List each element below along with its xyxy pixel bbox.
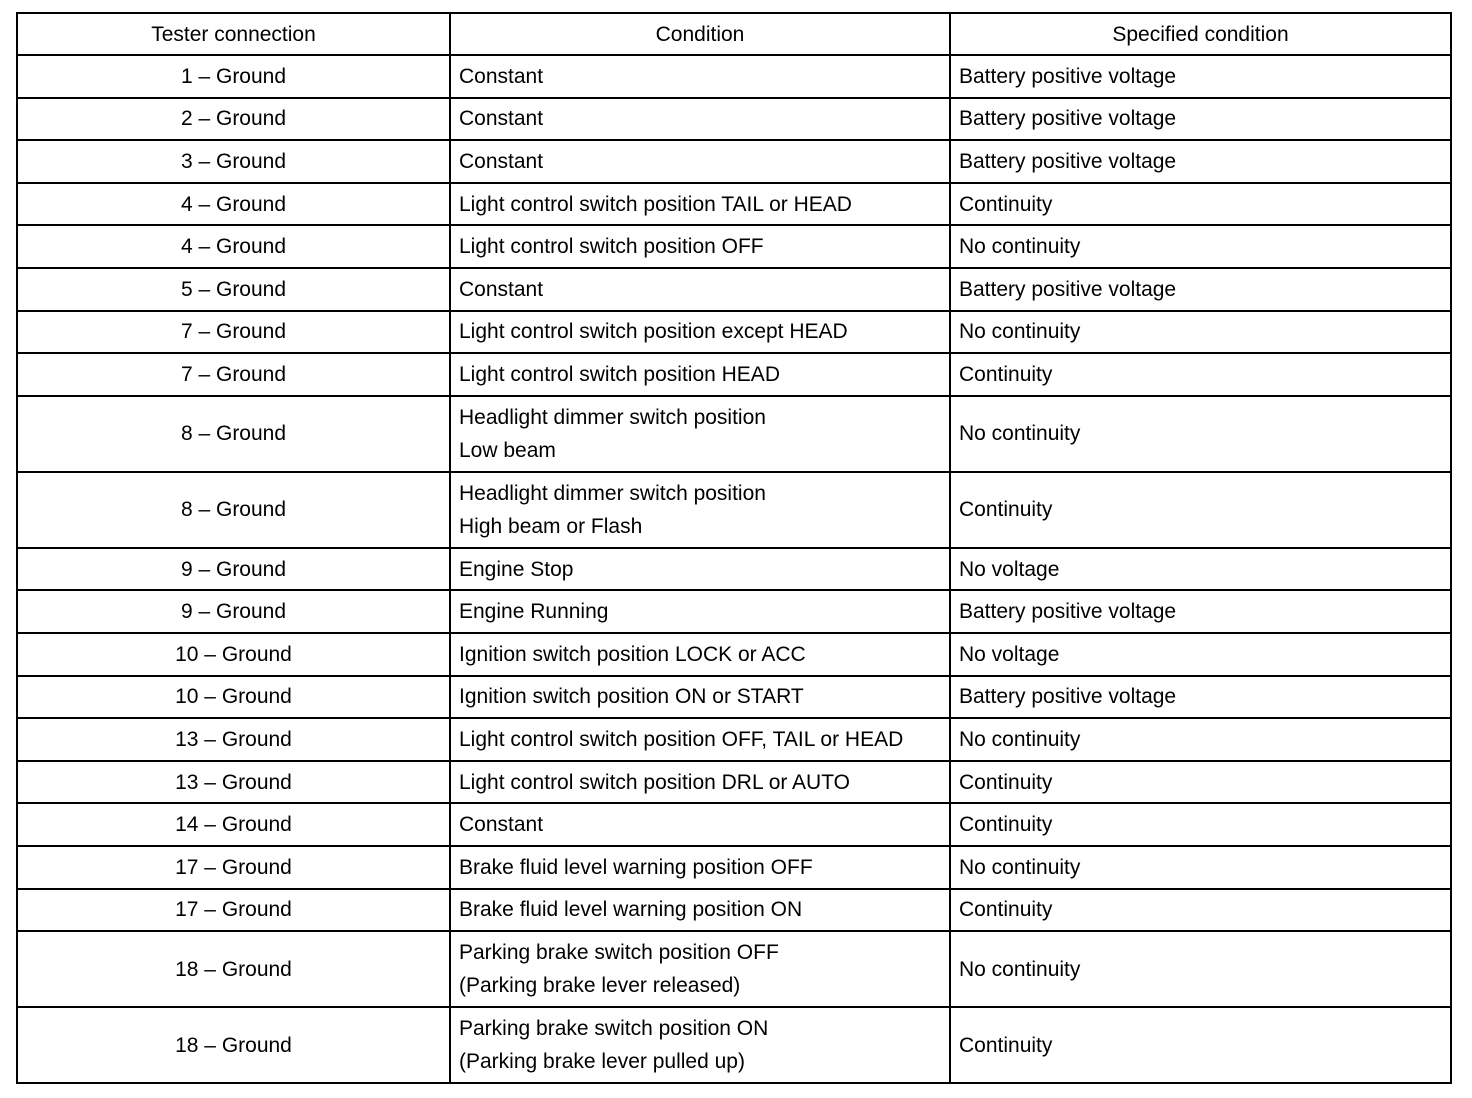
condition-line: High beam or Flash (459, 514, 643, 538)
table-row (17, 803, 1451, 846)
condition-line: Brake fluid level warning position ON (459, 898, 803, 922)
condition-cell (450, 931, 950, 1007)
table-row (17, 472, 1451, 548)
condition-line: Engine Running (459, 600, 609, 624)
specified-condition-cell: Battery positive voltage (950, 98, 1451, 141)
specified-condition-cell: Battery positive voltage (950, 590, 1451, 633)
condition-cell (450, 311, 950, 354)
tester-connection-cell: 9 – Ground (17, 590, 450, 633)
specified-condition-cell: Continuity (950, 183, 1451, 226)
condition-line: Engine Stop (459, 557, 574, 581)
specified-condition-cell: No voltage (950, 633, 1451, 676)
tester-connection-cell: 14 – Ground (17, 803, 450, 846)
tester-connection-cell: 8 – Ground (17, 396, 450, 472)
condition-line: Ignition switch position ON or START (459, 685, 804, 709)
condition-line: Constant (459, 813, 544, 837)
condition-line: Brake fluid level warning position OFF (459, 855, 813, 879)
table-row (17, 353, 1451, 396)
condition-cell (450, 1007, 950, 1083)
condition-line: Constant (459, 64, 544, 88)
tester-connection-cell: 9 – Ground (17, 548, 450, 591)
tester-connection-cell: 3 – Ground (17, 140, 450, 183)
condition-cell (450, 183, 950, 226)
specified-condition-cell: Battery positive voltage (950, 55, 1451, 98)
condition-line: Parking brake switch position ON (459, 1017, 769, 1041)
specified-condition-cell: No continuity (950, 225, 1451, 268)
table-row (17, 268, 1451, 311)
tester-connection-cell: 7 – Ground (17, 353, 450, 396)
table-row (17, 183, 1451, 226)
condition-line: Constant (459, 277, 544, 301)
specified-condition-cell: Continuity (950, 803, 1451, 846)
specified-condition-cell: No continuity (950, 846, 1451, 889)
tester-connection-cell: 5 – Ground (17, 268, 450, 311)
specified-condition-cell: Battery positive voltage (950, 268, 1451, 311)
table-row (17, 1007, 1451, 1083)
table-row (17, 225, 1451, 268)
condition-line: Light control switch position DRL or AUTO (459, 770, 851, 794)
condition-cell (450, 590, 950, 633)
condition-cell (450, 803, 950, 846)
tester-connection-cell: 17 – Ground (17, 889, 450, 932)
condition-line: Ignition switch position LOCK or ACC (459, 642, 806, 666)
condition-cell (450, 268, 950, 311)
specified-condition-cell: No voltage (950, 548, 1451, 591)
specified-condition-cell: No continuity (950, 311, 1451, 354)
condition-line: Light control switch position OFF, TAIL or HEAD (459, 727, 904, 751)
condition-line: (Parking brake lever released) (459, 974, 741, 998)
tester-connection-cell: 4 – Ground (17, 183, 450, 226)
table-row (17, 931, 1451, 1007)
tester-connection-cell: 7 – Ground (17, 311, 450, 354)
condition-cell (450, 548, 950, 591)
condition-cell (450, 761, 950, 804)
table-row (17, 633, 1451, 676)
tester-connection-cell: 18 – Ground (17, 931, 450, 1007)
specified-condition-cell: Continuity (950, 761, 1451, 804)
table-header (17, 13, 1451, 55)
header-tester-connection: Tester connection (17, 13, 450, 55)
tester-connection-cell: 8 – Ground (17, 472, 450, 548)
tester-connection-cell: 13 – Ground (17, 761, 450, 804)
specified-condition-cell: Continuity (950, 472, 1451, 548)
condition-cell (450, 396, 950, 472)
table-row (17, 548, 1451, 591)
specified-condition-cell: Continuity (950, 889, 1451, 932)
condition-line: Low beam (459, 438, 556, 462)
table-row (17, 311, 1451, 354)
specified-condition-cell: No continuity (950, 396, 1451, 472)
tester-connection-cell: 4 – Ground (17, 225, 450, 268)
tester-connection-cell: 17 – Ground (17, 846, 450, 889)
condition-line: Headlight dimmer switch position (459, 481, 766, 505)
specified-condition-cell: Continuity (950, 1007, 1451, 1083)
table-row (17, 55, 1451, 98)
tester-connection-cell: 13 – Ground (17, 718, 450, 761)
condition-cell (450, 676, 950, 719)
table-row (17, 889, 1451, 932)
table-row (17, 718, 1451, 761)
table-row (17, 761, 1451, 804)
tester-connection-cell: 18 – Ground (17, 1007, 450, 1083)
condition-line: (Parking brake lever pulled up) (459, 1050, 745, 1074)
condition-cell (450, 55, 950, 98)
condition-cell (450, 353, 950, 396)
tester-connection-cell: 10 – Ground (17, 633, 450, 676)
header-row (17, 13, 1451, 55)
specified-condition-cell: No continuity (950, 931, 1451, 1007)
condition-cell (450, 889, 950, 932)
table-row (17, 140, 1451, 183)
table-row (17, 396, 1451, 472)
tester-connection-table (16, 12, 1452, 1084)
condition-line: Parking brake switch position OFF (459, 941, 779, 965)
table-row (17, 98, 1451, 141)
tester-connection-cell: 2 – Ground (17, 98, 450, 141)
specified-condition-cell: Battery positive voltage (950, 140, 1451, 183)
header-specified-condition: Specified condition (950, 13, 1451, 55)
tester-connection-cell: 1 – Ground (17, 55, 450, 98)
specified-condition-cell: No continuity (950, 718, 1451, 761)
condition-cell (450, 718, 950, 761)
condition-cell (450, 225, 950, 268)
condition-line: Light control switch position TAIL or HEAD (459, 192, 852, 216)
specified-condition-cell: Continuity (950, 353, 1451, 396)
condition-cell (450, 633, 950, 676)
condition-cell (450, 140, 950, 183)
condition-line: Light control switch position OFF (459, 235, 764, 259)
condition-line: Light control switch position except HEAD (459, 320, 848, 344)
table-body (17, 55, 1451, 1083)
condition-line: Constant (459, 149, 544, 173)
table-row (17, 676, 1451, 719)
header-condition: Condition (450, 13, 950, 55)
condition-line: Headlight dimmer switch position (459, 405, 766, 429)
condition-cell (450, 846, 950, 889)
table-row (17, 590, 1451, 633)
table-row (17, 846, 1451, 889)
tester-connection-cell: 10 – Ground (17, 676, 450, 719)
condition-line: Constant (459, 107, 544, 131)
condition-cell (450, 98, 950, 141)
condition-cell (450, 472, 950, 548)
condition-line: Light control switch position HEAD (459, 362, 780, 386)
specified-condition-cell: Battery positive voltage (950, 676, 1451, 719)
